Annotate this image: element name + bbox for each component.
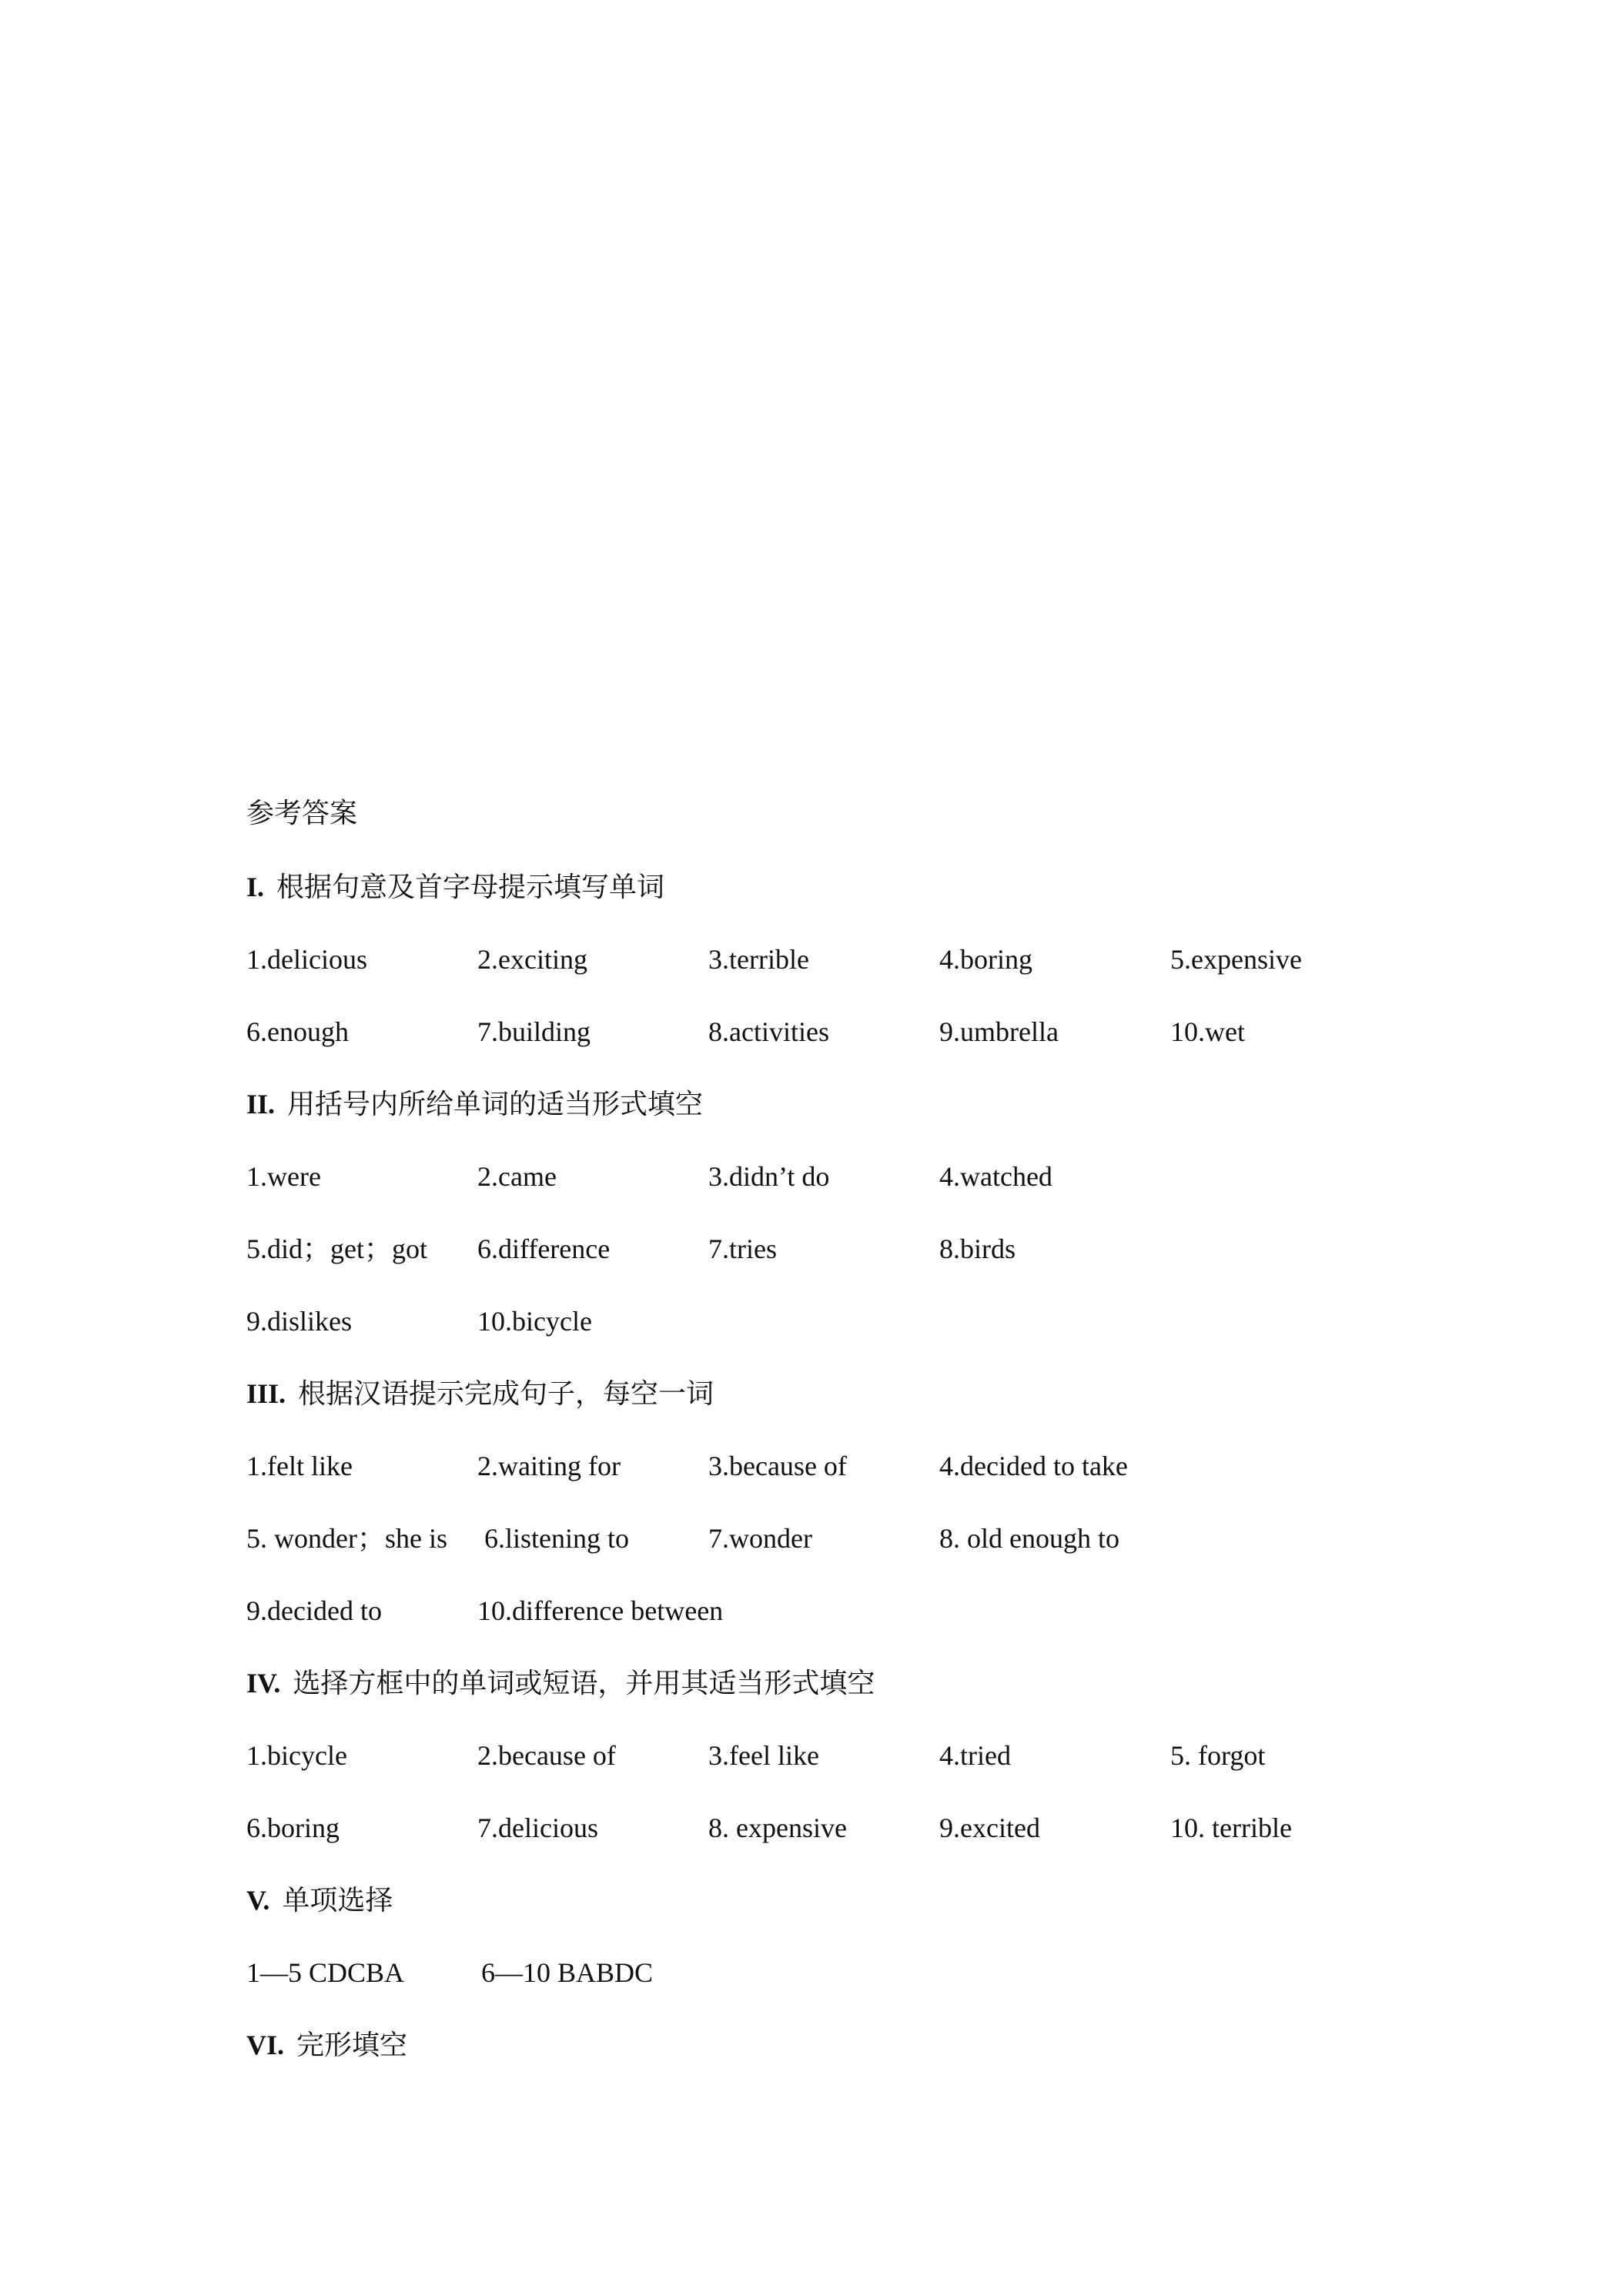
answer-range: 1—5 CDCBA [246,1957,405,1988]
answer-row [246,1438,1401,1511]
answer-item: 1.felt like [246,1451,353,1481]
answer-item: 9.excited [939,1812,1040,1843]
answer-item: 2.exciting [477,944,587,975]
section-number: III. [246,1378,286,1409]
answer-item: 7.delicious [477,1812,598,1843]
answer-item: 6.enough [246,1016,349,1047]
answer-item: 3.feel like [708,1740,819,1771]
section-number: I. [246,872,265,902]
section-heading-1 [246,859,1401,932]
answer-row [246,1004,1401,1076]
answer-item: 5.did；get；got [246,1233,427,1264]
section-number: VI. [246,2030,285,2060]
answer-item: 9.dislikes [246,1306,353,1337]
answer-item: 2.because of [477,1740,616,1771]
section-heading-2 [246,1076,1401,1149]
answer-item: 10.bicycle [477,1306,592,1337]
answer-item: 2.waiting for [477,1451,621,1481]
section-title: 根据汉语提示完成句子，每空一词 [298,1378,714,1409]
answer-item: 9.umbrella [939,1016,1059,1047]
answer-item: 10.difference between [477,1595,724,1626]
answer-item: 8.activities [708,1016,829,1047]
section-title: 选择方框中的单词或短语，并用其适当形式填空 [293,1668,875,1699]
answer-item: 8. expensive [708,1812,847,1843]
answer-item: 2.came [477,1161,557,1192]
answer-row [246,1800,1401,1873]
answer-row [246,1221,1401,1294]
answer-key [246,785,1401,2090]
answer-item: 1.delicious [246,944,367,975]
answer-row [246,1945,1401,2017]
answer-item: 5. wonder；she is [246,1523,447,1554]
answer-item: 4.watched [939,1161,1052,1192]
answer-row [246,1149,1401,1221]
answer-item: 1.bicycle [246,1740,347,1771]
answer-item: 9.decided to [246,1595,382,1626]
answer-item: 3.terrible [708,944,809,975]
answer-row [246,932,1401,1004]
answer-item: 6.difference [477,1233,611,1264]
section-heading-6 [246,2017,1401,2090]
section-heading-3 [246,1366,1401,1438]
answer-item: 5.expensive [1170,944,1302,975]
answer-item: 7.tries [708,1233,777,1264]
answer-item: 7.building [477,1016,591,1047]
section-title: 根据句意及首字母提示填写单词 [276,872,665,902]
section-number: V. [246,1885,270,1916]
answer-item: 8.birds [939,1233,1016,1264]
section-heading-4 [246,1655,1401,1728]
answer-item: 3.didn’t do [708,1161,830,1192]
answer-item: 4.tried [939,1740,1011,1771]
answer-item: 8. old enough to [939,1523,1119,1554]
answer-item: 5. forgot [1170,1740,1266,1771]
answer-item: 10.wet [1170,1016,1245,1047]
document-title: 参考答案 [246,798,358,828]
answer-item: 1.were [246,1161,321,1192]
answer-item: 3.because of [708,1451,847,1481]
answer-row [246,1728,1401,1800]
answer-item: 6.listening to [477,1523,629,1554]
answer-item: 6.boring [246,1812,340,1843]
section-heading-5 [246,1873,1401,1945]
section-title: 用括号内所给单词的适当形式填空 [287,1089,704,1120]
answer-item: 4.boring [939,944,1032,975]
section-number: IV. [246,1668,281,1699]
answer-row [246,1583,1401,1655]
section-title: 单项选择 [282,1885,393,1916]
answer-item: 7.wonder [708,1523,812,1554]
answer-item: 10. terrible [1170,1812,1292,1843]
section-title: 完形填空 [296,2030,408,2060]
answer-row [246,1294,1401,1366]
answer-range: 6—10 BABDC [481,1957,654,1988]
section-number: II. [246,1089,276,1120]
answer-row [246,1511,1401,1583]
answer-item: 4.decided to take [939,1451,1128,1481]
